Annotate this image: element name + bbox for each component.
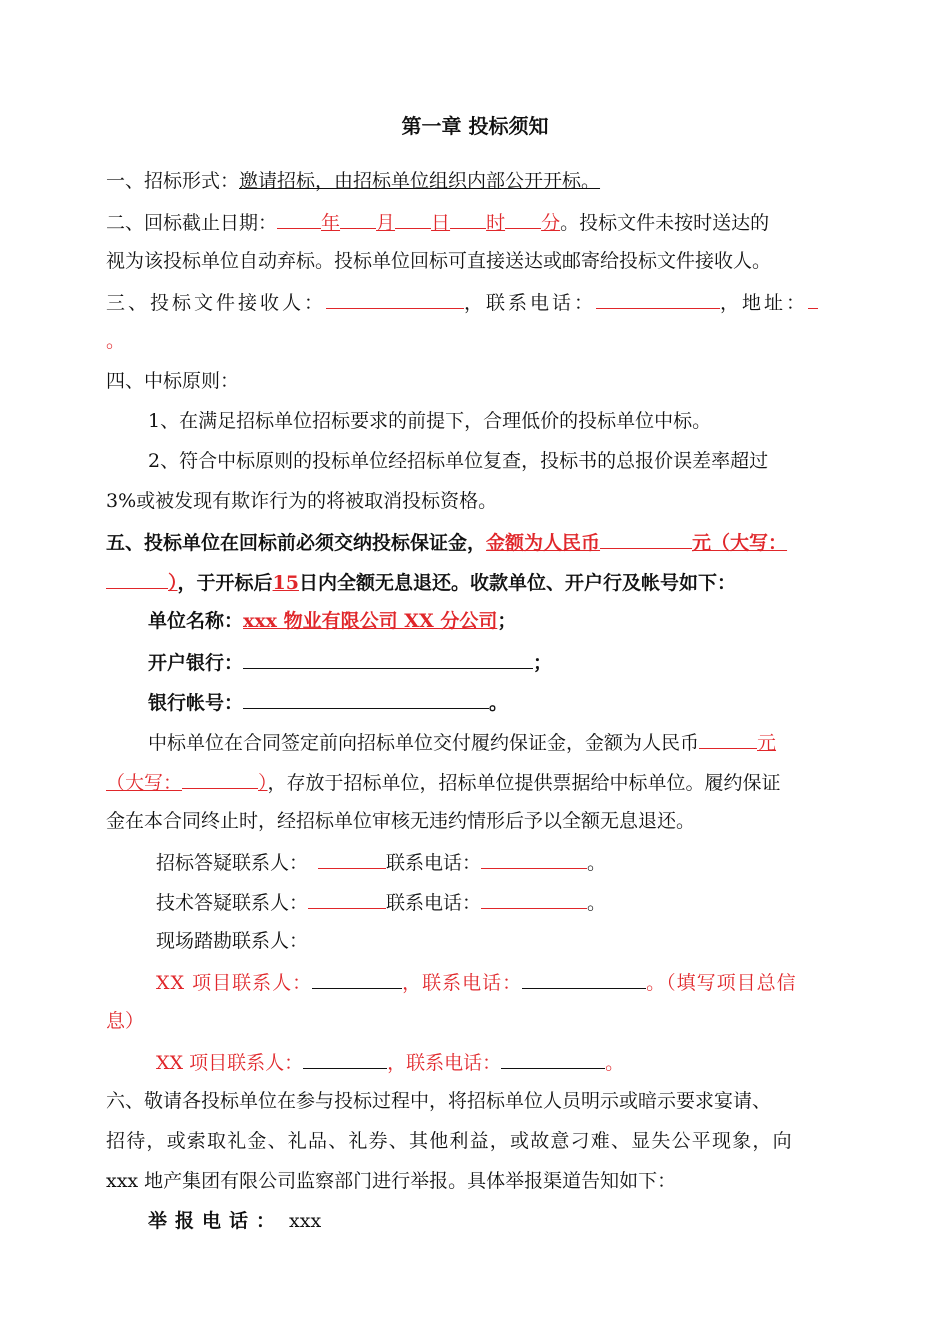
contact-bid-qa-blank[interactable] [318,848,386,869]
refund-days: 15 [272,572,299,594]
bid-form-text: 邀请招标，由招标单位组织内部公开开标。 [239,170,601,192]
bank-end: ； [533,652,553,674]
section-4-heading: 四、中标原则： [106,370,240,392]
contact-tech-qa-phone-label: 联系电话： [386,892,482,914]
performance-line2 [106,768,781,796]
day-blank[interactable] [395,208,431,229]
section-6-line3: xxx 地产集团有限公司监察部门进行举报。具体举报渠道告知如下： [106,1170,677,1192]
hour-unit: 时 [486,212,506,234]
month-blank[interactable] [340,208,376,229]
year-unit: 年 [321,212,341,234]
deadline-label: 二、回标截止日期： [106,212,278,234]
contact-bid-qa [156,848,606,876]
principle-item-2-cont: 3%或被发现有欺诈行为的将被取消投标资格。 [106,490,498,512]
performance-capital-label: （大写： [106,772,183,794]
performance-text: 中标单位在合同签定前向招标单位交付履约保证金，金额为人民币 [148,732,700,754]
project-contact-1-blank[interactable] [312,968,402,989]
section-3-end: 。 [106,330,126,352]
section-2 [106,208,769,236]
section-2-line2: 视为该投标单位自动弃标。投标单位回标可直接送达或邮寄给投标文件接收人。 [106,250,772,272]
section-1 [106,168,600,194]
report-phone-value: xxx [289,1210,322,1232]
refund-text: ，于开标后 [177,572,273,594]
receiver-phone-blank[interactable] [596,288,720,309]
payee-unit-label: 单位名称： [148,610,244,632]
day-unit: 日 [431,212,451,234]
deposit-capital-label: 元（大写： [692,532,788,554]
section-1-prefix: 一、招标形式： [106,170,240,192]
section-5-line2 [106,568,736,596]
deposit-capital-close: ） [168,572,178,594]
account-blank[interactable] [243,688,489,709]
contact-tech-qa [156,888,606,916]
bank-label: 开户银行： [148,652,244,674]
minute-blank[interactable] [505,208,541,229]
contact-bid-qa-end: 。 [587,852,607,874]
performance-line1 [148,728,776,756]
chapter-title: 第一章 投标须知 [401,114,549,138]
contact-tech-qa-blank[interactable] [308,888,386,909]
performance-line3: 金在本合同终止时，经招标单位审核无违约情形后予以全额无息退还。 [106,810,696,832]
project-contact-2-phone-blank[interactable] [501,1048,605,1069]
receiver-label: 三、投标文件接收人： [106,292,327,314]
deposit-text: 五、投标单位在回标前必须交纳投标保证金， [106,532,487,554]
principle-item-2: 2、符合中标原则的投标单位经招标单位复查，投标书的总报价误差率超过 [148,450,769,472]
project-contact-2-phone-label: ，联系电话： [387,1052,502,1074]
payee-unit-end: ； [497,610,517,632]
deposit-amount-label: 金额为人民币 [486,532,601,554]
project-contact-1-phone-blank[interactable] [522,968,646,989]
account-end: 。 [489,692,509,714]
bank-blank[interactable] [243,648,533,669]
principle-item-1: 1、在满足招标单位招标要求的前提下，合理低价的投标单位中标。 [148,410,712,432]
payee-account [148,688,508,716]
project-contact-1-label: XX 项目联系人： [156,972,313,994]
project-contact-1-note-cont: 息） [106,1010,145,1032]
deadline-after: 。投标文件未按时送达的 [560,212,770,234]
contact-bid-qa-phone-blank[interactable] [481,848,587,869]
hour-blank[interactable] [450,208,486,229]
performance-capital-close: ） [258,772,268,794]
contact-site-visit: 现场踏勘联系人： [156,930,309,952]
project-contact-2 [156,1048,624,1076]
payee-unit-value: xxx 物业有限公司 XX 分公司 [243,610,498,632]
receiver-blank[interactable] [326,288,464,309]
section-3 [106,288,818,316]
project-contact-2-label: XX 项目联系人： [156,1052,304,1074]
receiver-address-blank[interactable] [808,288,818,309]
account-label: 银行帐号： [148,692,244,714]
performance-text-2: ，存放于招标单位，招标单位提供票据给中标单位。履约保证 [267,772,781,794]
receiver-address-label: ，地址： [720,292,809,314]
performance-amount-unit: 元 [757,732,777,754]
payee-unit [148,608,516,634]
contact-bid-qa-phone-label: 联系电话： [386,852,482,874]
report-phone [148,1208,321,1234]
performance-amount-blank[interactable] [699,728,757,749]
section-6-line1: 六、敬请各投标单位在参与投标过程中，将招标单位人员明示或暗示要求宴请、 [106,1090,772,1112]
minute-unit: 分 [541,212,561,234]
section-5-line1 [106,528,787,556]
contact-tech-qa-end: 。 [587,892,607,914]
contact-tech-qa-label: 技术答疑联系人： [156,892,309,914]
year-blank[interactable] [277,208,321,229]
contact-bid-qa-label: 招标答疑联系人： [156,852,309,874]
project-contact-2-end: 。 [605,1052,625,1074]
contact-tech-qa-phone-blank[interactable] [481,888,587,909]
deposit-capital-blank[interactable] [106,568,168,589]
performance-capital-blank[interactable] [182,768,258,789]
project-contact-1 [156,968,797,996]
receiver-phone-label: ，联系电话： [464,292,597,314]
payee-bank [148,648,552,676]
refund-text-2: 日内全额无息退还。收款单位、开户行及帐号如下： [298,572,736,594]
project-contact-2-blank[interactable] [303,1048,387,1069]
section-6-line2: 招待，或索取礼金、礼品、礼券、其他利益，或故意刁难、显失公平现象，向 [106,1130,793,1152]
project-contact-1-note: 。（填写项目总信 [646,972,797,994]
month-unit: 月 [376,212,396,234]
deposit-amount-blank[interactable] [600,528,692,549]
project-contact-1-phone-label: ，联系电话： [402,972,523,994]
report-phone-label: 举报电话： [148,1210,284,1232]
